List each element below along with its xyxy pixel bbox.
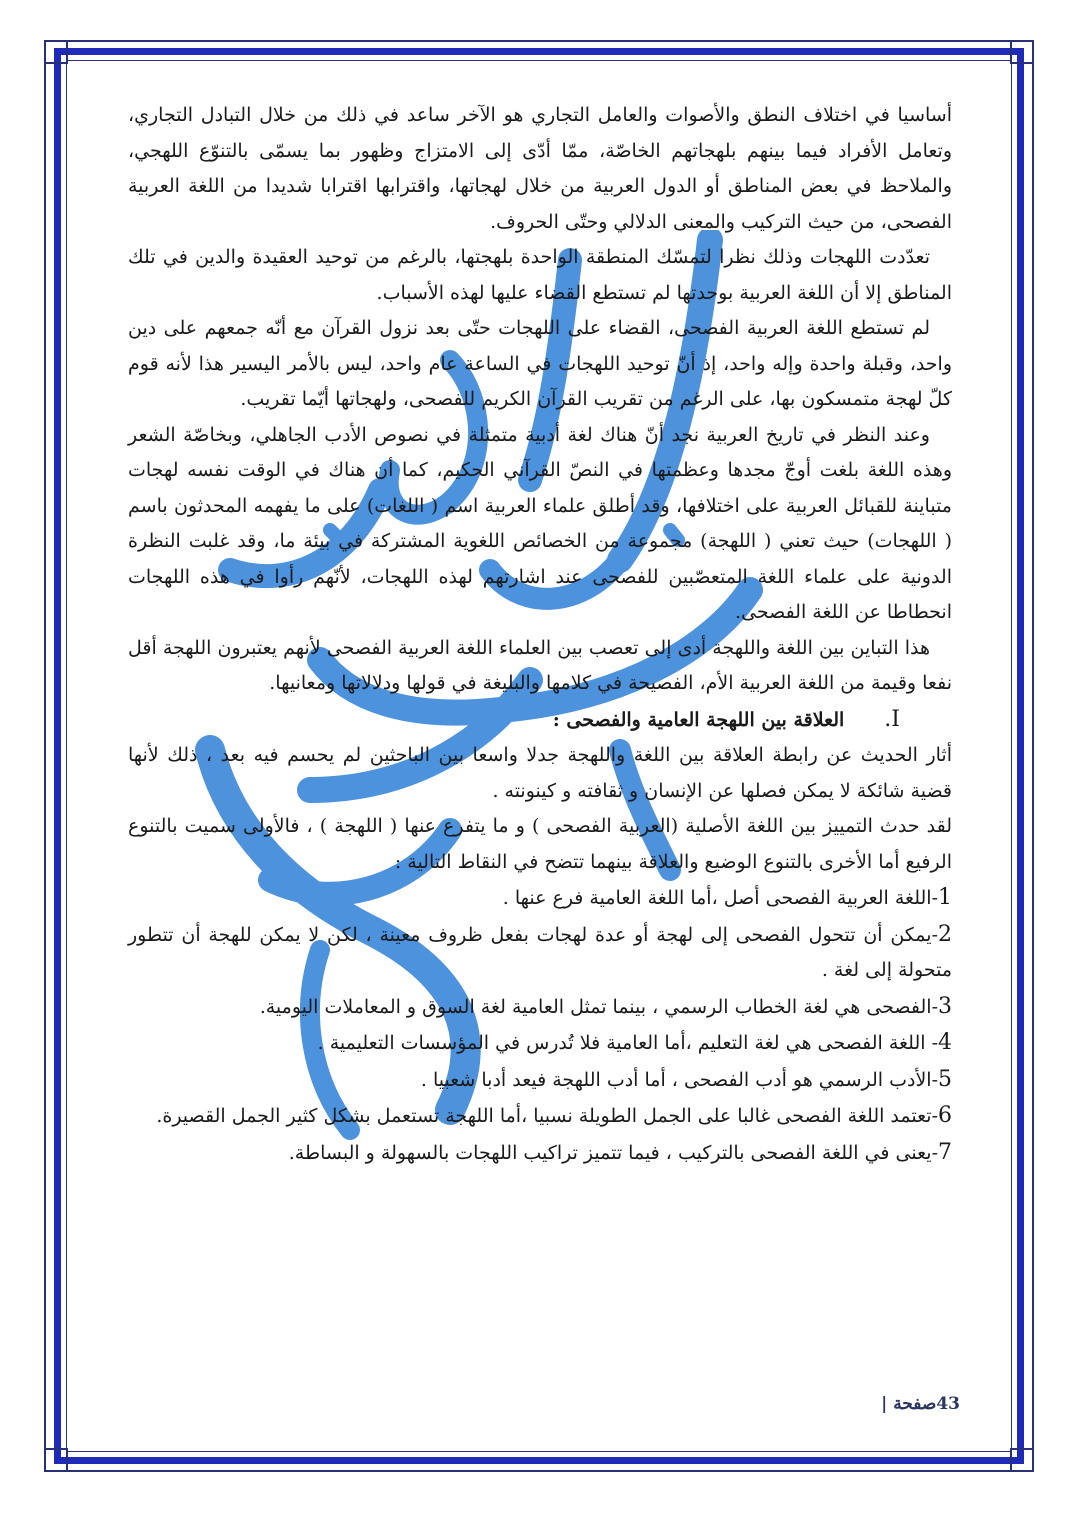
list-item (128, 989, 952, 1026)
paragraph: لقد حدث التمييز بين اللغة الأصلية (العربية الفصحى ) و ما يتفرع عنها ( اللهجة ) ، فالأولى سميت بالتنوع الرفيع أما الأخرى بالتنوع الوضيع والعلاقة بينهما تتضح في النقاط التالية : (128, 815, 952, 873)
document-body (128, 98, 952, 1171)
paragraph: وعند النظر في تاريخ العربية نجد أنّ هناك لغة أدبية متمثلة في نصوص الأدب الجاهلي، وبخاصّة الشعر وهذه اللغة بلغت أوجّ مجدها وعظمتها في النصّ القرآني الحكيم، كما أن هناك في الوقت نفسه لهجات متباينة للقبائل العربية على اختلافها، وقد أطلق علماء العربية اسم ( اللغات) على ما يفهمه المحدثون باسم ( اللهجات) حيث تعني ( اللهجة) مجموعة من الخصائص اللغوية المشتركة في بيئة ما، وقد غلبت النظرة الدونية على علماء اللغة المتعصّبين للفصحى عند اشارتهم لهذه اللهجات، لأنّهم رأوا في هذه اللهجات انحطاطا عن اللغة الفصحى. (128, 423, 952, 623)
section-title: العلاقة بين اللهجة العامية والفصحى : (552, 708, 845, 731)
paragraph: تعدّدت اللهجات وذلك نظرا لتمسّك المنطقة الواحدة بلهجتها، بالرغم من توحيد العقيدة والدين في تلك المناطق إلا أن اللغة العربية بوحدتها لم تستطع القضاء عليها لهذه الأسباب. (128, 246, 952, 304)
list-item (128, 880, 952, 917)
list-text: -تعتمد اللغة الفصحى غالبا على الجمل الطويلة نسبيا ،أما اللهجة تستعمل بشكل كثير الجمل القصيرة. (156, 1105, 938, 1127)
border-corner (1010, 40, 1034, 64)
paragraph: أثار الحديث عن رابطة العلاقة بين اللغة واللهجة جدلا واسعا بين الباحثين لم يحسم فيه بعد ، ذلك لأنها قضية شائكة لا يمكن فصلها عن الإنسان و ثقافته و كينونته . (128, 744, 953, 802)
section-heading (128, 702, 952, 739)
list-item (128, 1135, 952, 1172)
list-number: 3 (938, 993, 952, 1019)
list-number: 4 (938, 1030, 952, 1055)
paragraph: هذا التباين بين اللغة واللهجة أدى إلى تعصب بين العلماء اللغة العربية الفصحى لأنهم يعتبرون اللهجة أقل نفعا وقيمة من اللغة العربية الأم، الفصيحة في كلامها والبليغة في قولها ودلالاتها ومعانيها. (128, 636, 952, 694)
border-corner (44, 1448, 68, 1472)
list-number: 7 (938, 1139, 952, 1165)
list-item (128, 1025, 952, 1062)
list-text: -يمكن أن تتحول الفصحى إلى لهجة أو عدة لهجات بفعل ظروف معينة ، لكن لا يمكن للهجة أن تتطور متحولة إلى لغة . (128, 923, 952, 981)
list-number: 1 (938, 885, 952, 910)
list-text: - اللغة الفصحى هي لغة التعليم ،أما العامية فلا تُدرس في المؤسسات التعليمية . (317, 1032, 938, 1054)
list-number: 5 (938, 1066, 952, 1092)
list-number: 6 (938, 1103, 952, 1128)
list-number: 2 (938, 921, 952, 947)
paragraph: لم تستطع اللغة العربية الفصحى، القضاء على اللهجات حتّى بعد نزول القرآن مع أنّه جمعهم على دين واحد، وقبلة واحدة وإله واحد، إذ أنّ توحيد اللهجات في الساعة عام واحد، ليس بالأمر اليسير هذا لأنه قوم كلّ لهجة متمسكون بها، على الرغم من تقريب القرآن الكريم للفصحى، ولهجاتها أيّما تقريب. (128, 317, 952, 410)
border-corner (44, 40, 68, 64)
list-item (128, 1062, 952, 1099)
list-text: -الفصحى هي لغة الخطاب الرسمي ، بينما تمثل العامية لغة السوق و المعاملات اليومية. (259, 995, 938, 1018)
list-text: -الأدب الرسمي هو أدب الفصحى ، أما أدب اللهجة فيعد أدبا شعبيا . (420, 1068, 938, 1091)
section-number: I. (884, 706, 900, 732)
list-text: -اللغة العربية الفصحى أصل ،أما اللغة العامية فرع عنها . (502, 887, 938, 909)
paragraph: أساسيا في اختلاف النطق والأصوات والعامل التجاري هو الآخر ساعد في ذلك من خلال التبادل التجاري، وتعامل الأفراد فيما بينهم بلهجاتهم الخاصّة، ممّا أدّى إلى الامتزاج وظهور بما يسمّى بالتنوّع اللهجي، والملاحظ في بعض المناطق أو الدول العربية من خلال لهجاتها، واقترابها اقترابا شديدا من اللغة العربية الفصحى، من حيث التركيب والمعنى الدلالي وحتّى الحروف. (128, 104, 952, 233)
list-item (128, 1098, 952, 1135)
border-corner (1010, 1448, 1034, 1472)
page-number: 43صفحة | (881, 1394, 960, 1414)
list-text: -يعنى في اللغة الفصحى بالتركيب ، فيما تتميز تراكيب اللهجات بالسهولة و البساطة. (288, 1141, 938, 1164)
list-item (128, 917, 952, 989)
